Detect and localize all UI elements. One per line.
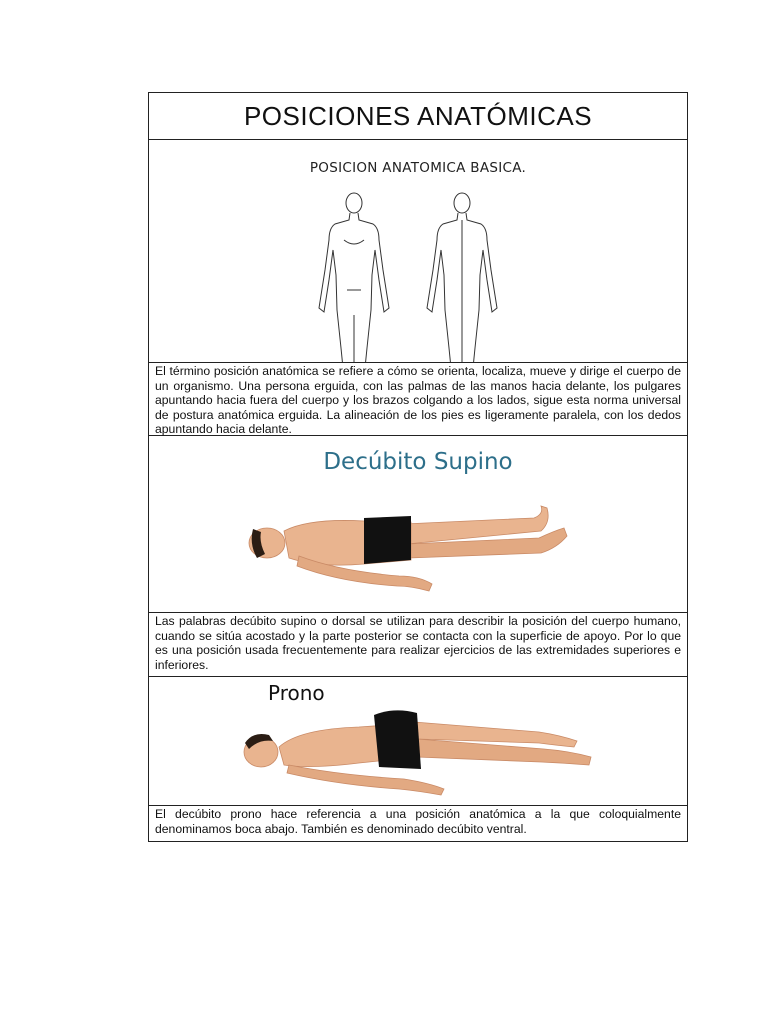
figure-row-supine xyxy=(149,436,687,613)
prone-description: El decúbito prono hace referencia a una posición anatómica a la que coloquialmente denominamos boca abajo. También es denominado decúbito ventral. xyxy=(155,807,681,836)
basic-position-heading: POSICION ANATOMICA BASICA. xyxy=(309,160,527,176)
positions-table xyxy=(148,92,688,842)
page-title: POSICIONES ANATÓMICAS xyxy=(243,100,593,131)
anatomical-position-illustration xyxy=(149,140,687,363)
figure-row-basic xyxy=(149,140,687,363)
supine-heading: Decúbito Supino xyxy=(323,449,513,475)
back-view-figure xyxy=(427,193,497,363)
title-row xyxy=(149,93,687,140)
supine-description: Las palabras decúbito supino o dorsal se utilizan para describir la posición del cuerpo humano, cuando se sitúa acostado y la parte posterior se contacta con la superficie de apoyo. Por lo que es una posición usada frecuentemente para realizar ejercicios de las extremidades superiores e inferiores. xyxy=(149,613,687,677)
supine-position-illustration xyxy=(149,436,687,613)
prone-position-illustration xyxy=(149,677,687,806)
basic-position-description: El término posición anatómica se refiere a cómo se orienta, localiza, mueve y dirige el cuerpo de un organismo. Una persona erguida, con las palmas de las manos hacia delante, los pulgares apuntando hacia fuera del cuerpo y los brazos colgando a los lados, sigue esta norma universal de postura anatómica erguida. La alineación de los pies es ligeramente paralela, con los dedos apuntando hacia delante. xyxy=(149,363,687,436)
figure-row-prone xyxy=(149,677,687,806)
front-view-figure xyxy=(319,193,389,363)
prone-heading: Prono xyxy=(268,681,325,705)
